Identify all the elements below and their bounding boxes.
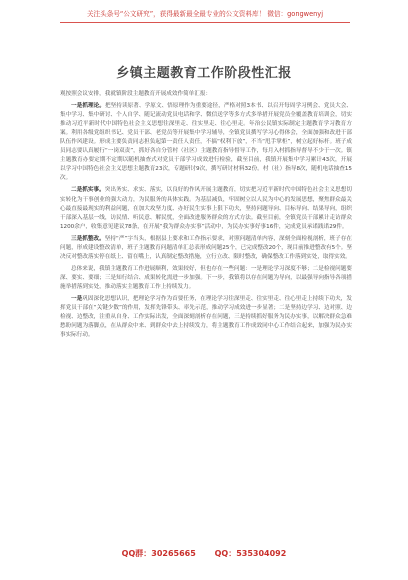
document-body <box>60 90 352 343</box>
paragraph-theory <box>60 102 352 183</box>
paragraph-text: 巩固深化思想认识，把理论学习作为首要任务，在理论学习往深里走、往实里走、往心里走上持续下功夫，发挥党员干部在“关键少数”的作用，发挥先锋带头、率先示范，推动学习成效进一步显著；二是坚持边学习、边对照、边检视、边整改，注重从自身、工作实际出发，全面深刻剖析存在问题，三是持续抓好服务为民办实事，以解决群众急难愁盼问题为落脚点，在从群众中来、到群众中去上持续发力，将主题教育工作成效同中心工作结合起来，加强为民办实事实际行动。 <box>60 295 352 339</box>
paragraph-lead: 一是抓理论。 <box>71 103 105 110</box>
paragraph-text: 观按照会议安排，我就镇阶段主题教育开展成效作简单汇报： <box>60 91 212 97</box>
paragraph-text: 把坚持读原著、学原文、悟原理作为重要途径，严格对照3本书、以召开每周学习例会、党员大会、集中学习、集中研讨、个人自学、随记流动党员电话和学、微信送学等多方式多举措开展党员全覆盖教育培训会，切实推动习近平新时代中国特色社会主义思想往深里走、往实里走、往心里走。年治公民镇实际制定主题教育学习教育方案。利用各级党组织书记、党员干部、老党员等开展集中学习辅导，全镇党员撰写学习心得体会，全面加强和改进干部队伍作风建设。形成主要负责同志担负起第一责任人责任，不搞“权利下放”，不当“甩手掌柜”，树立起好标杆。班子成员同志要认真履行“一岗双责”，抓好各自分管村（社区）主题教育指导督导工作，每月入村抓指导督导不少于一次。镇主题教育办要定期不定期以随机抽查式对党员干部学习成效进行检验，截至目前，我镇开展集中学习累计43次，开展以学习中国特色社会主义思想主题教育23次，专题研讨9次，撰写研讨材料32份。村（社）指导8次，随机电话抽查15次。 <box>60 103 352 182</box>
paragraph-text: 突出务实、求实、落实，以良好的作风开展主题教育，切实把习近平新时代中国特色社会主义思想切实转化为干事创业的强大动力，为民服务的具体实践。为基层减负，牢固树立以人民为中心的发展思想，聚焦群众最关心最直接最现实的利益问题，在加大攻坚力度、办好民生实事上狠下功夫，坚持问题导向、目标导向、结果导向，组织干部深入基层一线，访民情、听民意、解民忧，全面改进服务群众的方式方法。截至目前，全镇党员干部累计走访群众1200余户，收集意见建议78条，在开展“我为群众办实事”活动中，为民办实事好事16件，完成党员承诺践诺29件。 <box>60 187 352 230</box>
paragraph-practice <box>60 186 352 231</box>
paragraph-text: 坚持“严”字当头，根据县上要求和工作指示要求，对照问题清单内容，深刻全面检视剖析，班子存在问题，形成建设整改清单，班子主题教育问题清单汇总表形成问题25个，已完成整改20个，现目前推进整改有5个。坚决反对整改落实停在纸上、留在嘴上，认真制定整改措施，立行立改、限时整改，确保整改工作落到实处，取得实效。 <box>60 235 352 260</box>
paragraph-summary <box>60 265 352 292</box>
paragraph-text: 总体来说，我镇主题教育工作进展顺利，效果较好，但也存在一些问题：一是理论学习深度不够；二是检视问题要深、要实、要细；三是知行结合、成果转化需进一步加强。下一步，我镇将以存在问题为导向，以最强导向指导各项措施举措落到实处，推动落实主题教育工作上持续发力。 <box>60 265 352 290</box>
paragraph-lead: 一是 <box>71 295 83 302</box>
header-banner: 关注头条号“公文研究”，获得最新最全最专业的公文资料库！ 微信：gongwenyj <box>60 8 350 23</box>
paragraph-intro <box>60 90 352 99</box>
paragraph-next-steps <box>60 295 352 340</box>
paragraph-lead: 三是抓整改。 <box>71 235 105 242</box>
qq-group: QQ群：30265665 <box>121 549 196 558</box>
footer-contact <box>0 548 408 559</box>
document-title: 乡镇主题教育工作阶段性汇报 <box>116 66 292 81</box>
qq-number: QQ：535304092 <box>214 549 287 558</box>
paragraph-lead: 二是抓实事。 <box>71 187 105 194</box>
paragraph-rectification <box>60 235 352 262</box>
